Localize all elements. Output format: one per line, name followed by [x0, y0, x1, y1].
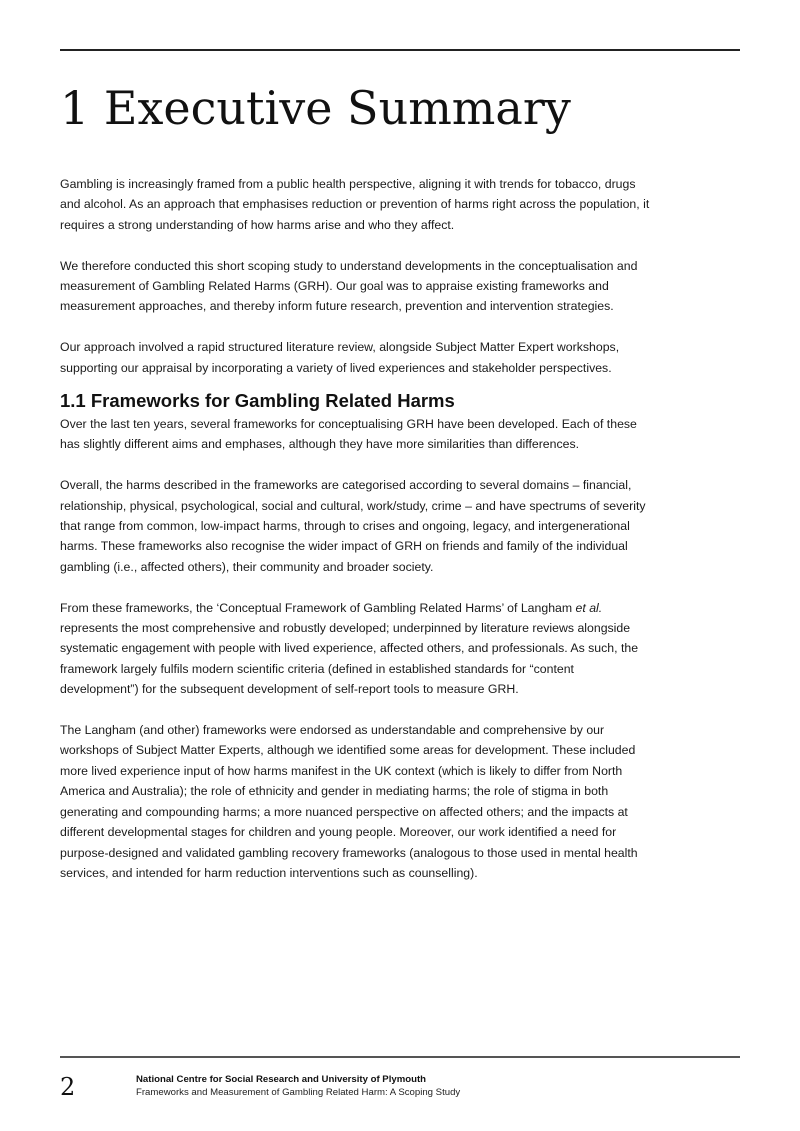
section-paragraph-3 [60, 598, 650, 700]
top-rule [60, 49, 740, 51]
intro-paragraph-1: Gambling is increasingly framed from a public health perspective, aligning it with trends for tobacco, drugs and alcohol. As an approach that emphasises reduction or prevention of harms right across the population, it requires a strong understanding of how harms arise and who they affect. [60, 177, 650, 232]
page-title: 1 Executive Summary [60, 81, 571, 135]
section-paragraph-4: The Langham (and other) frameworks were endorsed as understandable and comprehensive by our workshops of Subject Matter Experts, although we identified some areas for development. These included more lived experience input of how harms manifest in the UK context (which is likely to differ from North America and Australia); the role of ethnicity and gender in mediating harms; the role of stigma in both generating and compounding harms; a more nuanced perspective on affected others; and the impacts at different developmental stages for children and young people. Moreover, our work identified a need for purpose-designed and validated gambling recovery frameworks (analogous to those used in mental health services, and intended for harm reduction interventions such as counselling). [60, 723, 638, 880]
section-paragraph-2: Overall, the harms described in the frameworks are categorised according to several domains – financial, relationship, physical, psychological, social and cultural, work/study, crime – and have spectrums of severity that range from common, low-impact harms, through to crises and ongoing, legacy, and intergenerational harms. These frameworks also recognise the wider impact of GRH on friends and family of the individual gambling (i.e., affected others), their community and broader society. [60, 478, 646, 574]
paragraph-3-rest: represents the most comprehensive and robustly developed; underpinned by literature reviews alongside systematic engagement with people with lived experience, affected others, and professionals. As such, the framework largely fulfils modern scientific criteria (defined in established standards for “content development”) for the subsequent development of self-report tools to measure GRH. [60, 621, 639, 697]
footer-rule [60, 1056, 740, 1058]
intro-paragraph-3: Our approach involved a rapid structured literature review, alongside Subject Matter Expert workshops, supporting our appraisal by incorporating a variety of lived experiences and stakeholder perspectives. [60, 340, 620, 375]
section-heading: 1.1 Frameworks for Gambling Related Harms [60, 390, 455, 412]
section-paragraph-1: Over the last ten years, several frameworks for conceptualising GRH have been developed. Each of these has slightly different aims and emphases, although they have more similarities than differences. [60, 417, 637, 452]
footer-document-title: Frameworks and Measurement of Gambling Related Harm: A Scoping Study [136, 1087, 461, 1098]
document-body [60, 174, 650, 883]
paragraph-3-lead: From these frameworks, the ‘Conceptual Framework of Gambling Related Harms’ of Langham [60, 600, 576, 615]
et-al-citation: et al. [575, 600, 603, 615]
footer-organisation: National Centre for Social Research and University of Plymouth [136, 1074, 427, 1085]
page-number: 2 [60, 1073, 76, 1101]
intro-paragraph-2: We therefore conducted this short scoping study to understand developments in the conceptualisation and measurement of Gambling Related Harms (GRH). Our goal was to appraise existing frameworks and measurement approaches, and thereby inform future research, prevention and intervention strategies. [60, 258, 638, 314]
